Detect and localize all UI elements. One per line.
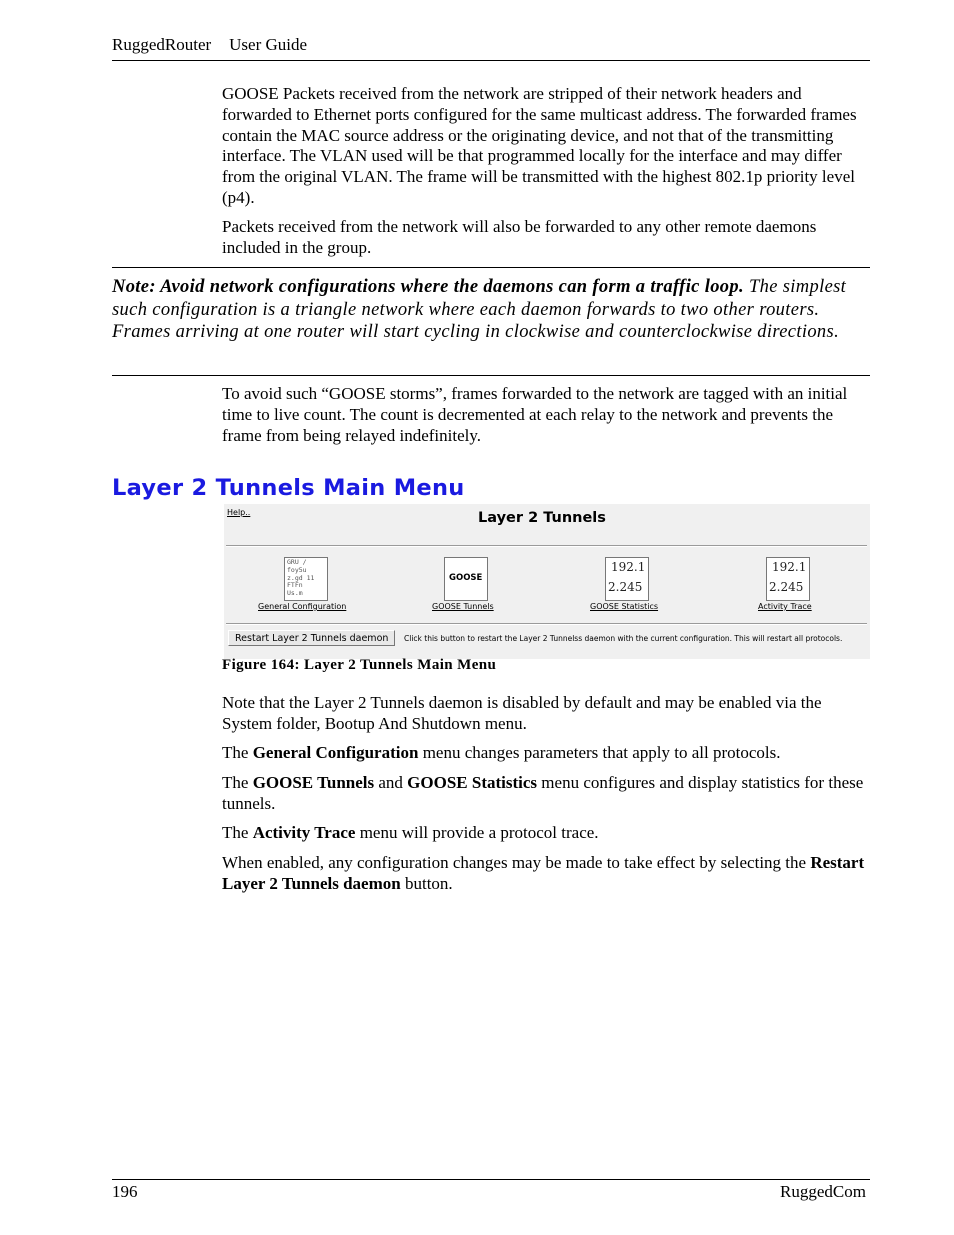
general-configuration-link[interactable]: General Configuration <box>258 602 347 611</box>
trace-icon[interactable]: 192.1 2.245 <box>766 557 810 601</box>
note-rest: The simplest such configuration is a triangle network where each daemon forwards to two other routers. Frames arriving at one router will start cycling in clockwise and counterclockwise directions. <box>112 277 847 342</box>
body-paragraph-3: The GOOSE Tunnels and GOOSE Statistics menu configures and display statistics for these tunnels. <box>222 773 864 813</box>
footer-rule <box>112 1179 870 1180</box>
note-top-rule <box>112 267 870 268</box>
intro-paragraph-1: GOOSE Packets received from the network are stripped of their network headers and forwarded to Ethernet ports configured for the same multicast address. The forwarded frames contain the MAC source address or the originating device, and not that of the transmitting interface. The VLAN used will be that programmed locally for the interface and may differ from the original VLAN. The frame will be transmitted with the highest 802.1p priority level (p4). <box>222 84 857 207</box>
statistics-icon[interactable]: 192.1 2.245 <box>605 557 649 601</box>
header-product: RuggedRouter <box>112 35 212 54</box>
note-block <box>112 276 872 344</box>
layer2-tunnels-screenshot <box>224 504 870 659</box>
section-heading: Layer 2 Tunnels Main Menu <box>112 475 465 501</box>
activity-trace-link[interactable]: Activity Trace <box>758 602 812 611</box>
screen-divider-bottom <box>226 623 867 625</box>
figure-caption: Figure 164: Layer 2 Tunnels Main Menu <box>222 657 497 673</box>
storm-paragraph: To avoid such “GOOSE storms”, frames forwarded to the network are tagged with an initial time to live count. The count is decremented at each relay to the network and prevents the frame from being relayed indefinitely. <box>222 384 848 445</box>
body-paragraph-1: Note that the Layer 2 Tunnels daemon is disabled by default and may be enabled via the System folder, Bootup And Shutdown menu. <box>222 693 822 733</box>
header-rule <box>112 60 870 61</box>
footer-company: RuggedCom <box>780 1182 866 1201</box>
note-bottom-rule <box>112 375 870 376</box>
running-header <box>112 35 307 55</box>
goose-tunnels-link[interactable]: GOOSE Tunnels <box>432 602 494 611</box>
goose-statistics-link[interactable]: GOOSE Statistics <box>590 602 659 611</box>
screen-title: Layer 2 Tunnels <box>478 510 606 526</box>
note-lead: Note: Avoid network configurations where the daemons can form a traffic loop. <box>112 277 744 297</box>
header-doc: User Guide <box>229 35 308 54</box>
body-paragraph-5: When enabled, any configuration changes may be made to take effect by selecting the Restart Layer 2 Tunnels daemon button. <box>222 853 865 893</box>
restart-description: Click this button to restart the Layer 2 Tunnelss daemon with the current configuration. This will restart all protocols. <box>404 634 843 643</box>
page-number: 196 <box>112 1182 138 1201</box>
restart-daemon-button[interactable]: Restart Layer 2 Tunnels daemon <box>228 630 395 646</box>
goose-icon[interactable]: GOOSE <box>444 557 488 601</box>
help-link[interactable]: Help.. <box>227 508 251 517</box>
body-paragraph-2: The General Configuration menu changes parameters that apply to all protocols. <box>222 743 781 762</box>
body-paragraph-4: The Activity Trace menu will provide a protocol trace. <box>222 823 599 842</box>
screen-divider-top <box>226 545 867 547</box>
intro-paragraph-2: Packets received from the network will also be forwarded to any other remote daemons included in the group. <box>222 217 817 257</box>
config-document-icon[interactable]: GRU / foy5u z.gd 11 FTFn Us.m <box>284 557 328 601</box>
